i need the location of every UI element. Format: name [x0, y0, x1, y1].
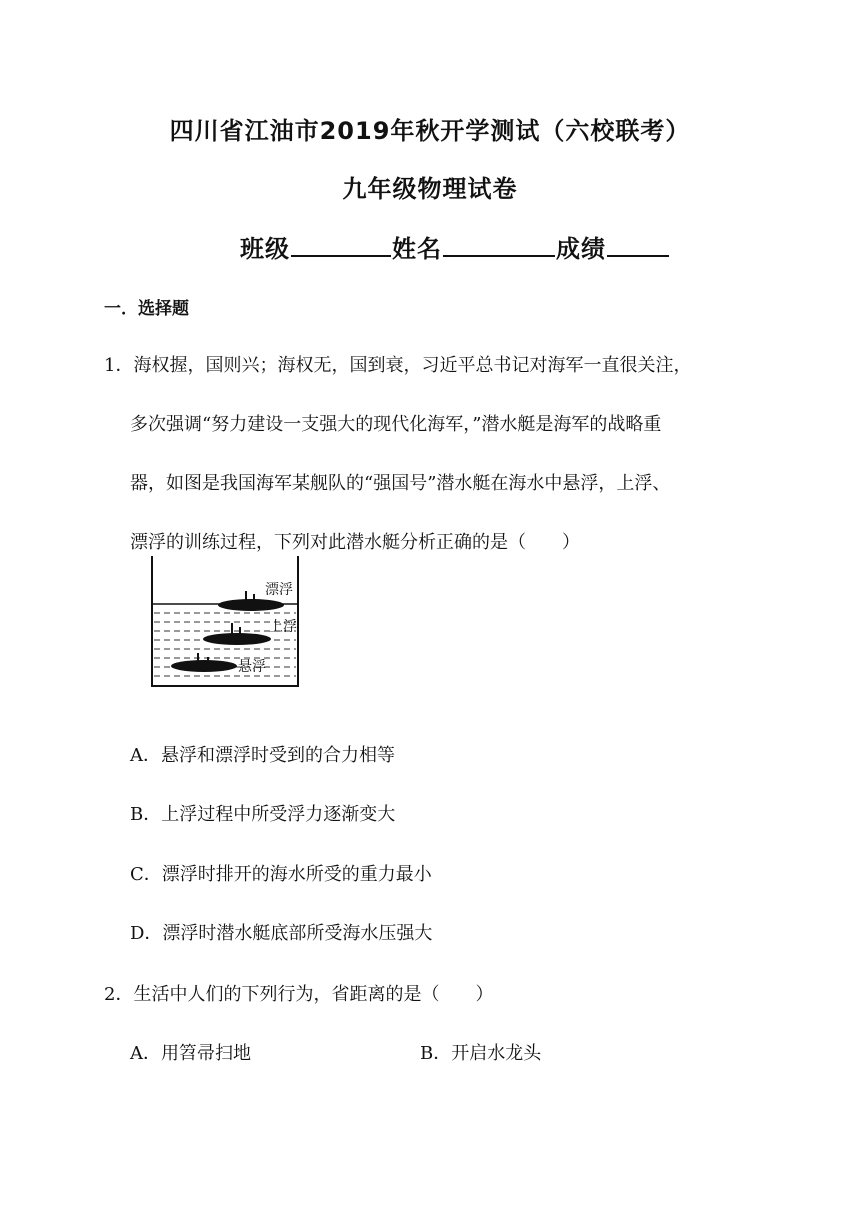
- exam-title: 四川省江油市2019年秋开学测试（六校联考）: [169, 117, 691, 145]
- question-1-line-1: 1．海权握，国则兴；海权无，国到衰，习近平总书记对海军一直很关注，: [104, 355, 692, 376]
- question-2-option-a: A．用笤帚扫地: [130, 1043, 251, 1064]
- student-info-line: [240, 229, 670, 264]
- question-2-option-b: B．开启水龙头: [420, 1043, 542, 1064]
- name-blank: [443, 231, 555, 257]
- label-suspend: 悬浮: [238, 659, 266, 675]
- name-label: 姓名: [392, 235, 442, 263]
- score-label: 成绩: [556, 235, 606, 263]
- question-1-line-2: 多次强调“努力建设一支强大的现代化海军，”潜水艇是海军的战略重: [130, 414, 662, 435]
- rising-submarine: [203, 623, 271, 645]
- label-rise: 上浮: [269, 619, 297, 635]
- class-blank: [291, 231, 391, 257]
- question-1-option-b: B．上浮过程中所受浮力逐渐变大: [130, 804, 396, 825]
- section-heading: 一．选择题: [104, 299, 189, 319]
- submarine-diagram: [148, 556, 308, 692]
- question-1-line-4: 漂浮的训练过程，下列对此潜水艇分析正确的是（ ）: [130, 532, 580, 553]
- question-1-line-3: 器，如图是我国海军某舰队的“强国号”潜水艇在海水中悬浮，上浮、: [130, 473, 671, 494]
- score-blank: [607, 231, 669, 257]
- exam-subtitle: 九年级物理试卷: [342, 175, 518, 203]
- question-1-option-a: A．悬浮和漂浮时受到的合力相等: [130, 745, 395, 766]
- suspended-submarine: [171, 653, 237, 672]
- label-float: 漂浮: [265, 582, 293, 598]
- question-2-stem: 2．生活中人们的下列行为，省距离的是（ ）: [104, 984, 494, 1005]
- question-1-option-d: D．漂浮时潜水艇底部所受海水压强大: [130, 923, 433, 944]
- class-label: 班级: [240, 235, 290, 263]
- question-1-option-c: C．漂浮时排开的海水所受的重力最小: [130, 864, 432, 885]
